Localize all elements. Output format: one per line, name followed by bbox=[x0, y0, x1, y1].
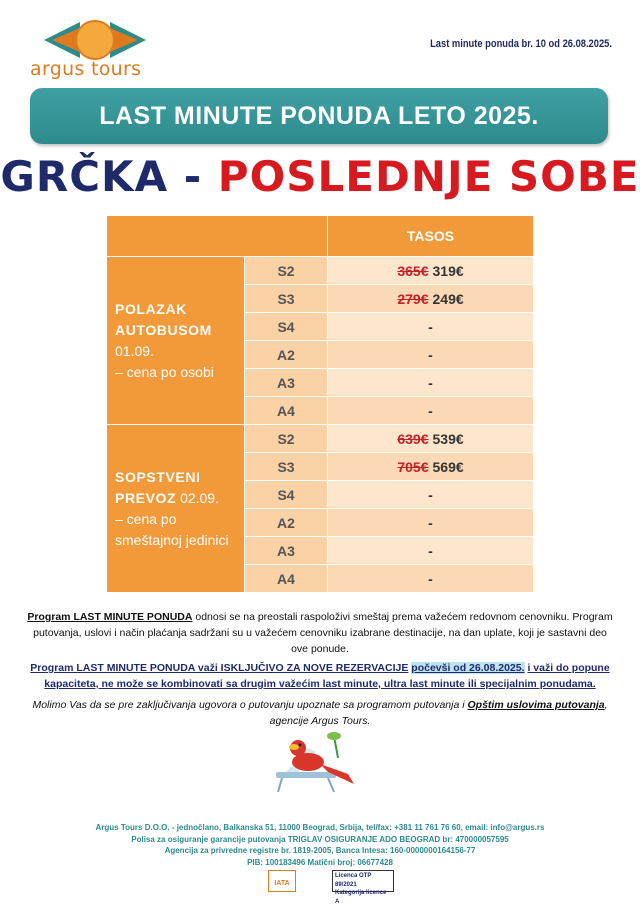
table-header-row bbox=[107, 216, 534, 257]
general-conditions-link[interactable]: Opštim uslovima putovanja bbox=[467, 699, 605, 711]
footer-tax: PIB: 100183496 Matični broj: 06677428 bbox=[247, 857, 393, 867]
group-label-own-transport bbox=[107, 425, 245, 593]
license-category: Kategorija licence A bbox=[335, 890, 387, 905]
room-type: A2 bbox=[245, 341, 328, 369]
footer bbox=[0, 822, 640, 868]
note-validity-date: počevši od 26.08.2025. bbox=[411, 662, 525, 674]
room-type: S2 bbox=[245, 257, 328, 285]
group-label-bold: POLAZAK AUTOBUSOM bbox=[115, 300, 212, 338]
sunbather-illustration-icon bbox=[268, 728, 368, 796]
note-program bbox=[24, 609, 616, 657]
note-conditions bbox=[24, 697, 616, 729]
price-cell bbox=[328, 285, 534, 313]
price-cell bbox=[328, 313, 534, 341]
group-label-note: – cena po smeštajnoj jedinici bbox=[115, 510, 229, 548]
note-program-rest: odnosi se na preostali raspoloživi smeštaj prema važećem redovnom cenovniku. Program putovanja, uslovi i način plaćanja sadržani su u važećem cenovniku izabrane destinacije, na dan uplate, koji je sastavni deo ove ponude. bbox=[33, 611, 613, 655]
price-table bbox=[106, 215, 534, 593]
price-cell bbox=[328, 565, 534, 593]
note-validity-a: Program LAST MINUTE PONUDA važi ISKLJUČIVO ZA NOVE REZERVACIJE bbox=[30, 662, 409, 674]
new-price: 249€ bbox=[432, 290, 464, 307]
table-row bbox=[107, 257, 534, 285]
license-number: Licenca OTP 89/2021 bbox=[335, 873, 372, 888]
page-banner: LAST MINUTE PONUDA LETO 2025. bbox=[30, 88, 608, 144]
old-price: 705€ bbox=[397, 458, 429, 475]
room-type: A2 bbox=[245, 509, 328, 537]
price-cell bbox=[328, 537, 534, 565]
new-price: - bbox=[428, 542, 433, 559]
iata-badge-icon: IATA bbox=[268, 870, 296, 892]
footer-registry: Agencija za privredne registre br. 1819-2005, Banca Intesa: 160-0000000164156-77 bbox=[164, 846, 476, 855]
price-cell bbox=[328, 453, 534, 481]
group-label-date: 02.09. bbox=[180, 489, 219, 506]
headline-tagline: POSLEDNJE SOBE bbox=[217, 152, 640, 201]
offer-number: Last minute ponuda br. 10 od 26.08.2025. bbox=[430, 38, 612, 50]
price-cell bbox=[328, 369, 534, 397]
footer-address: Argus Tours D.O.O. - jednočlano, Balkanska 51, 11000 Beograd, Srbija, tel/fax: +381 11 761 76 60, email: info@argus.rs bbox=[95, 823, 545, 832]
table-header-empty bbox=[107, 216, 328, 257]
room-type: S4 bbox=[245, 313, 328, 341]
price-cell bbox=[328, 481, 534, 509]
table-header-hotel: TASOS bbox=[328, 216, 534, 257]
group-label-bold: SOPSTVENI PREVOZ bbox=[115, 468, 201, 506]
price-cell bbox=[328, 257, 534, 285]
group-label-note: – cena po osobi bbox=[115, 363, 214, 380]
room-type: A3 bbox=[245, 537, 328, 565]
new-price: - bbox=[428, 374, 433, 391]
room-type: S4 bbox=[245, 481, 328, 509]
new-price: - bbox=[428, 318, 433, 335]
note-validity bbox=[24, 660, 616, 692]
price-cell bbox=[328, 509, 534, 537]
note-conditions-c: , agencije Argus Tours. bbox=[269, 699, 608, 727]
headline-country: GRČKA - bbox=[0, 152, 203, 201]
old-price: 639€ bbox=[397, 430, 429, 447]
brand-name: argus tours bbox=[30, 58, 142, 80]
table-row bbox=[107, 425, 534, 453]
room-type: S3 bbox=[245, 453, 328, 481]
footer-insurance: Polisa za osiguranje garancije putovanja TRIGLAV OSIGURANJE ADO BEOGRAD br: 470000057595 bbox=[131, 834, 509, 844]
new-price: - bbox=[428, 570, 433, 587]
note-validity-c: i važi do popune kapaciteta, ne može se kombinovati sa drugim važećim last minute, ultra last minute ili specijalnim ponudama. bbox=[44, 662, 610, 690]
price-cell bbox=[328, 397, 534, 425]
price-cell bbox=[328, 341, 534, 369]
new-price: - bbox=[428, 486, 433, 503]
new-price: 539€ bbox=[432, 430, 464, 447]
room-type: S3 bbox=[245, 285, 328, 313]
old-price: 279€ bbox=[397, 290, 429, 307]
page-headline bbox=[0, 152, 640, 201]
old-price: 365€ bbox=[397, 262, 429, 279]
room-type: A3 bbox=[245, 369, 328, 397]
new-price: 319€ bbox=[432, 262, 464, 279]
group-label-bus bbox=[107, 257, 245, 425]
room-type: S2 bbox=[245, 425, 328, 453]
license-badge bbox=[332, 870, 394, 905]
new-price: - bbox=[428, 402, 433, 419]
new-price: - bbox=[428, 346, 433, 363]
note-conditions-a: Molimo Vas da se pre zaključivanja ugovora o putovanju upoznate sa programom putovanja i bbox=[32, 699, 465, 711]
price-cell bbox=[328, 425, 534, 453]
new-price: - bbox=[428, 514, 433, 531]
group-label-date: 01.09. bbox=[115, 342, 154, 359]
room-type: A4 bbox=[245, 565, 328, 593]
room-type: A4 bbox=[245, 397, 328, 425]
new-price: 569€ bbox=[432, 458, 464, 475]
note-program-lead: Program LAST MINUTE PONUDA bbox=[27, 611, 193, 623]
